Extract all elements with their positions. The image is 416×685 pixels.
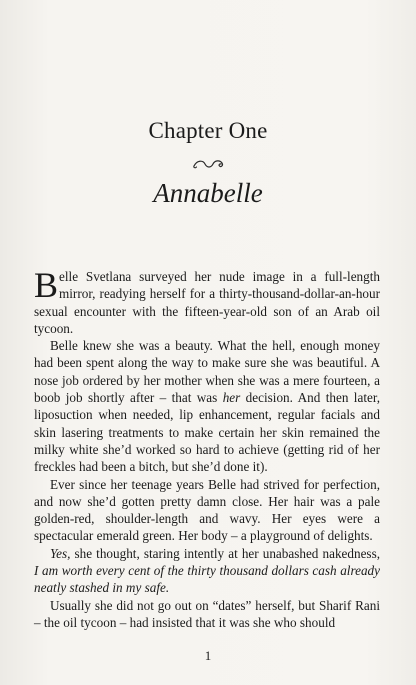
paragraph-3 (34, 476, 380, 545)
drop-cap: B (34, 265, 59, 305)
chapter-body (34, 265, 380, 631)
page-number: 1 (204, 648, 212, 663)
paragraph-2-emphasis: her (222, 390, 241, 406)
paragraph-4-thought: I am worth every cent of the thirty thousand dollars cash already neatly stashed in my safe. (34, 563, 380, 596)
paragraph-2-part2: decision. And then later, liposuction when needed, lip enhancement, regular facials and skin lasering treatments to make certain her skin remained the milky white she’d worked so hard to achieve (getting rid of her freckles had been a bitch, but she’d done it). (34, 390, 380, 475)
paragraph-4-middle: she thought, staring intently at her unabashed nakedness, (70, 545, 380, 561)
paragraph-3-text: Ever since her teenage years Belle had strived for perfection, and now she’d gotten pretty damn close. Her hair was a pale golden-red, shoulder-length and wavy. Her eyes were a spectacular emerald green. Her body – a playground of delights. (34, 476, 380, 544)
swash-ornament-icon (0, 156, 416, 175)
paragraph-5-text: Usually she did not go out on “dates” herself, but Sharif Rani – the oil tycoon – had insisted that it was she who should (34, 597, 380, 630)
paragraph-1 (34, 265, 380, 337)
chapter-title: Annabelle (153, 178, 263, 208)
paragraph-4-yes: Yes, (50, 545, 71, 561)
paragraph-4 (34, 545, 380, 597)
paragraph-5 (34, 597, 380, 632)
chapter-number: Chapter One (148, 118, 268, 143)
paragraph-2 (34, 337, 380, 475)
paragraph-1-text: elle Svetlana surveyed her nude image in a full-length mirror, readying herself for a thirty-thousand-dollar-an-hour sexual encounter with the fifteen-year-old son of an Arab oil tycoon. (34, 269, 380, 336)
paragraph-2-part1: Belle knew she was a beauty. What the hell, enough money had been spent along the way to make sure she was beautiful. A nose job ordered by her mother when she was a mere fourteen, a boob job shortly after – that was (34, 338, 380, 406)
